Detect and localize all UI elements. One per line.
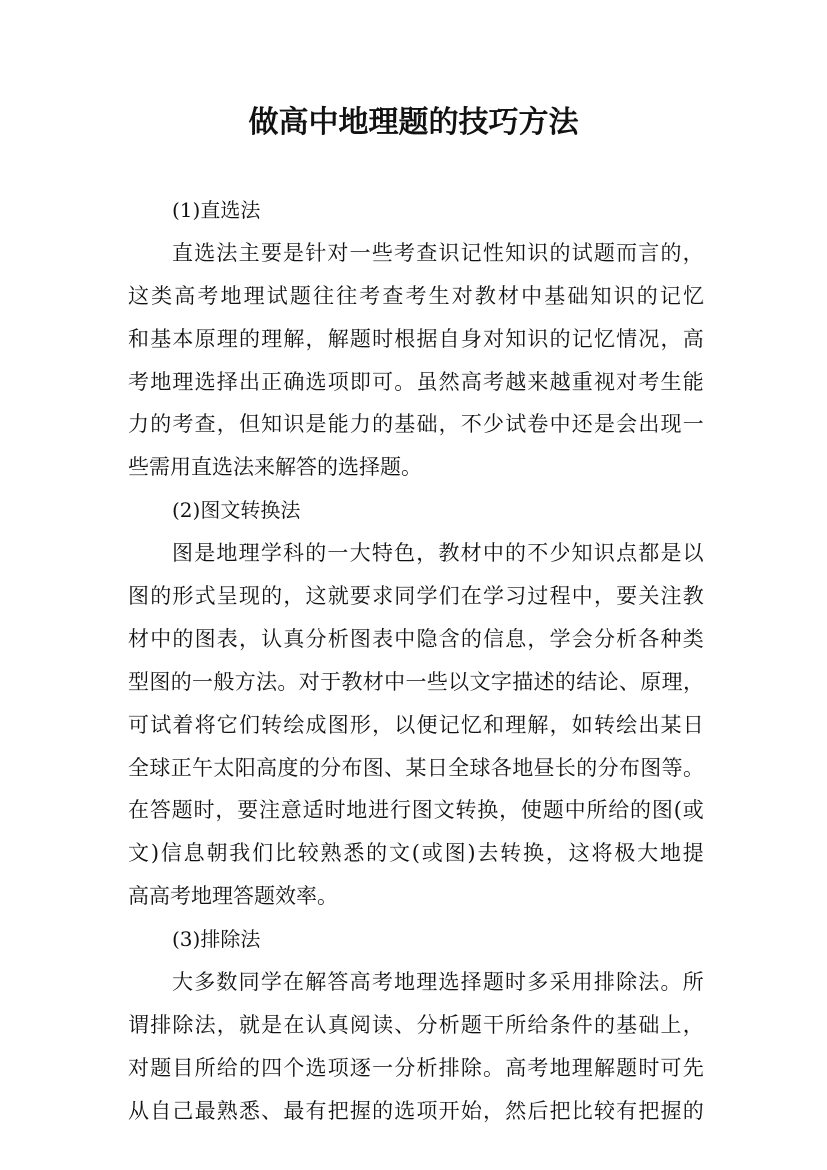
paragraph-line: 图 是 地 理 学 科 的 一 大 特 色 ， 教 材 中 的 不 少 知 识 点 都 是 以 bbox=[172, 541, 704, 566]
document-body bbox=[128, 189, 704, 1133]
paragraph-line: 材 中 的 图 表 ， 认 真 分 析 图 表 中 隐 含 的 信 息 ， 学 会 分 析 各 种 类 bbox=[128, 626, 704, 651]
document-title: 做高中地理题的技巧方法 bbox=[248, 105, 579, 140]
section-heading: (1)直选法 bbox=[172, 198, 261, 222]
paragraph-line: 全 球 正 午 太 阳 高 度 的 分 布 图 、 某 日 全 球 各 地 昼 长 的 分 布 图 等 。 bbox=[128, 755, 704, 780]
paragraph-line: 考 地 理 选 择 出 正 确 选 项 即 可 。 虽 然 高 考 越 来 越 重 视 对 考 生 能 bbox=[128, 369, 704, 394]
section-heading: (2)图文转换法 bbox=[172, 498, 301, 523]
paragraph-line: 可 试 着 将 它 们 转 绘 成 图 形 ， 以 便 记 忆 和 理 解 ， 如 转 绘 出 某 日 bbox=[128, 712, 704, 737]
paragraph-line: 文 ) 信 息 朝 我 们 比 较 熟 悉 的 文 ( 或 图 ) 去 转 换 ， 这 将 极 大 地 提 bbox=[128, 841, 704, 866]
paragraph-line: 力 的 考 查 ， 但 知 识 是 能 力 的 基 础 ， 不 少 试 卷 中 还 是 会 出 现 一 bbox=[128, 412, 704, 437]
paragraph-line: 些需用直选法来解答的选择题。 bbox=[128, 455, 422, 480]
paragraph-line: 对 题 目 所 给 的 四 个 选 项 逐 一 分 析 排 除 。 高 考 地 理 解 题 时 可 先 bbox=[128, 1055, 704, 1080]
paragraph-line: 大 多 数 同 学 在 解 答 高 考 地 理 选 择 题 时 多 采 用 排 除 法 。 所 bbox=[172, 970, 704, 995]
paragraph-line: 直 选 法 主 要 是 针 对 一 些 考 查 识 记 性 知 识 的 试 题 而 言 的 ， bbox=[172, 240, 704, 265]
paragraph-line: 图 的 形 式 呈 现 的 ， 这 就 要 求 同 学 们 在 学 习 过 程 中 ， 要 关 注 教 bbox=[128, 584, 704, 609]
paragraph-line: 和 基 本 原 理 的 理 解 ， 解 题 时 根 据 自 身 对 知 识 的 记 忆 情 况 ， 高 bbox=[128, 326, 704, 351]
paragraph-line: 这 类 高 考 地 理 试 题 往 往 考 查 考 生 对 教 材 中 基 础 知 识 的 记 忆 bbox=[128, 283, 704, 308]
paragraph-line: 在 答 题 时 ， 要 注 意 适 时 地 进 行 图 文 转 换 ， 使 题 中 所 给 的 图 ( 或 bbox=[128, 798, 704, 823]
section-heading: (3)排除法 bbox=[172, 927, 261, 952]
paragraph-line: 谓 排 除 法 ， 就 是 在 认 真 阅 读 、 分 析 题 干 所 给 条 件 的 基 础 上 ， bbox=[128, 1012, 704, 1037]
paragraph-line: 型 图 的 一 般 方 法 。 对 于 教 材 中 一 些 以 文 字 描 述 的 结 论 、 原 理 ， bbox=[128, 669, 704, 694]
paragraph-line: 高高考地理答题效率。 bbox=[128, 884, 338, 909]
paragraph-line: 从 自 己 最 熟 悉 、 最 有 把 握 的 选 项 开 始 ， 然 后 把 比 较 有 把 握 的 bbox=[128, 1098, 704, 1123]
